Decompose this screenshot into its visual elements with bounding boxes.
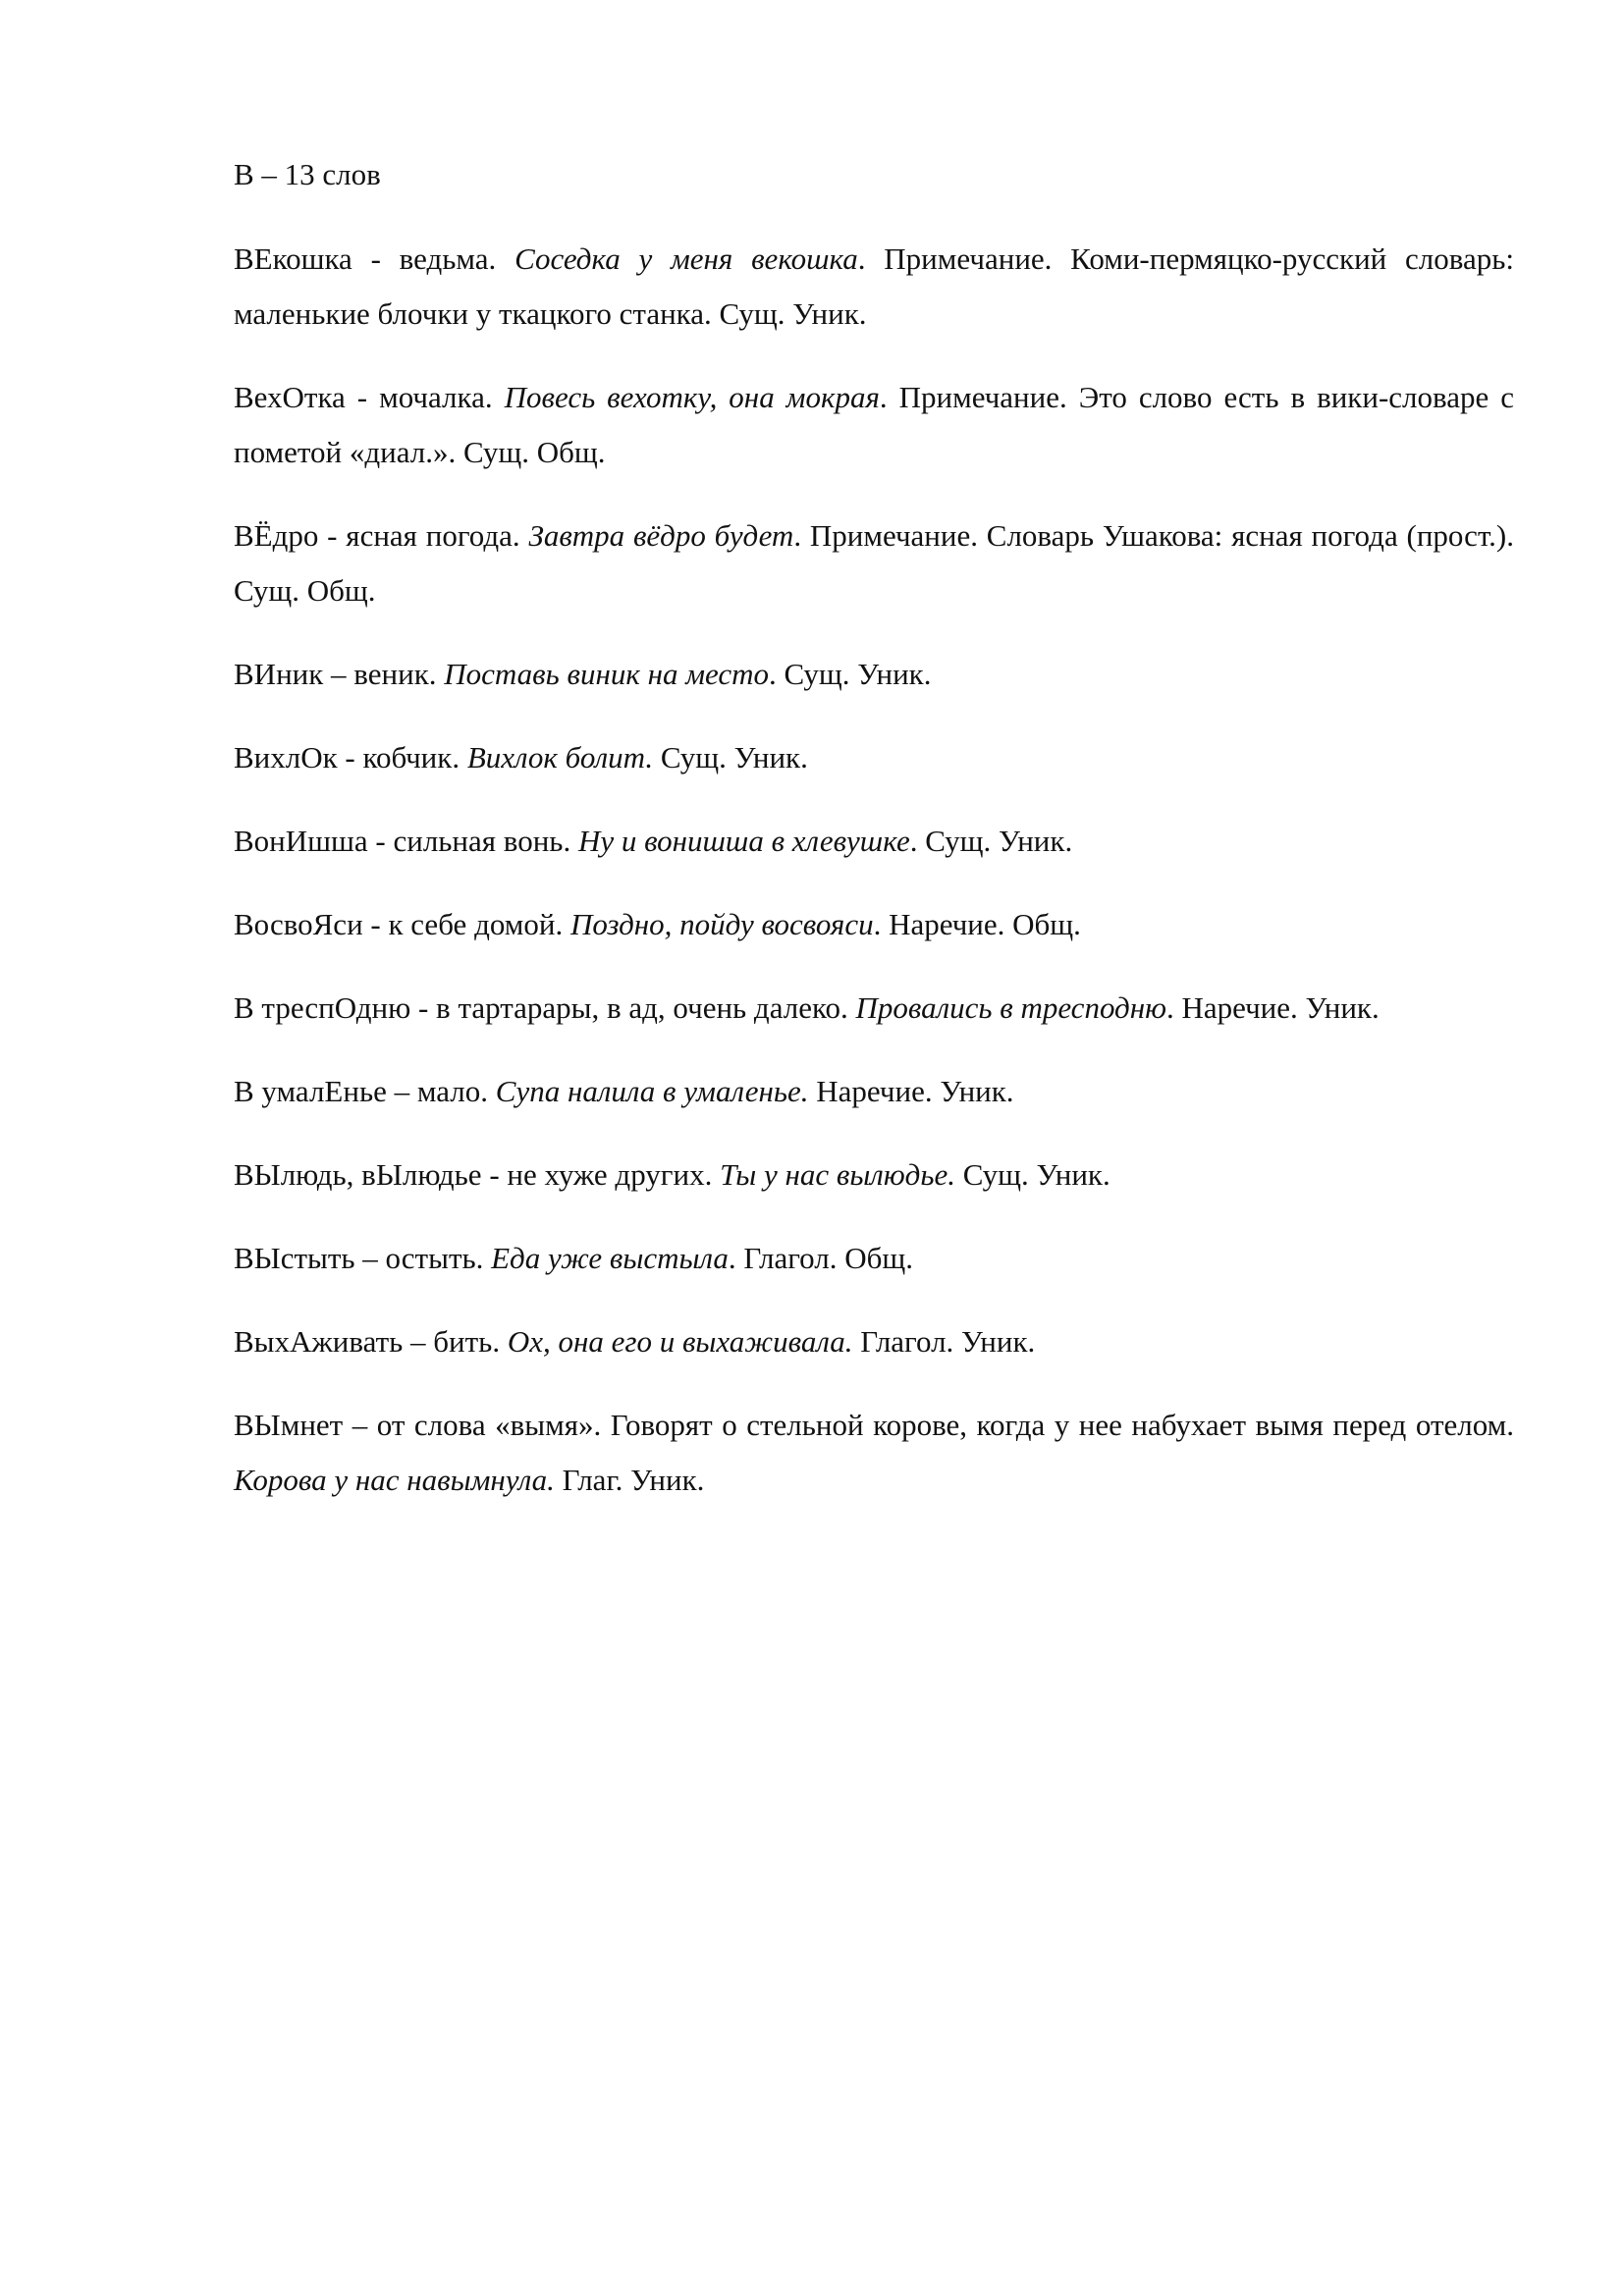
dictionary-entry xyxy=(234,1231,1514,1286)
entry-headword-definition: ВЁдро - ясная погода. xyxy=(234,518,529,553)
section-heading: В – 13 слов xyxy=(234,157,381,191)
entry-notes: Сущ. Уник. xyxy=(954,1157,1110,1192)
dictionary-entry xyxy=(234,981,1514,1036)
dictionary-entry xyxy=(234,730,1514,785)
entry-example: Ты у нас вылюдье. xyxy=(720,1157,955,1192)
entry-headword-definition: ВЕкошка - ведьма. xyxy=(234,241,515,276)
entry-notes: . Примечание. Это слово есть в вики-словаре с пометой «диал.». Сущ. Общ. xyxy=(234,380,1514,469)
entry-notes: . Глагол. Общ. xyxy=(728,1241,914,1275)
entry-headword-definition: ВЫлюдь, вЫлюдье - не хуже других. xyxy=(234,1157,721,1192)
dictionary-entry xyxy=(234,1314,1514,1369)
entry-example: Вихлок болит. xyxy=(466,740,654,774)
entry-example: Поставь виник на место xyxy=(444,657,769,691)
entry-example: Соседка у меня векошка xyxy=(514,241,858,276)
entry-example: Ну и вонишша в хлевушке xyxy=(577,824,910,858)
dictionary-entry xyxy=(234,1398,1514,1508)
entry-notes: . Наречие. Уник. xyxy=(1165,990,1380,1025)
entry-notes: Наречие. Уник. xyxy=(808,1074,1014,1108)
document-body xyxy=(234,147,1514,1536)
entry-headword-definition: ВехОтка - мочалка. xyxy=(234,380,505,414)
dictionary-entry xyxy=(234,1064,1514,1119)
entry-headword-definition: В умалЕнье – мало. xyxy=(234,1074,496,1108)
entry-headword-definition: ВонИшша - сильная вонь. xyxy=(234,824,578,858)
entry-example: Провались в тресподню xyxy=(855,990,1166,1025)
entry-headword-definition: ВЫстыть – остыть. xyxy=(234,1241,492,1275)
entry-headword-definition: ВИник – веник. xyxy=(234,657,445,691)
dictionary-entry xyxy=(234,814,1514,869)
entry-example: Еда уже выстыла xyxy=(491,1241,729,1275)
entry-headword-definition: В треспОдню - в тартарары, в ад, очень далеко. xyxy=(234,990,856,1025)
entry-notes: . Примечание. Коми-пермяцко-русский словарь: маленькие блочки у ткацкого станка. Сущ. Уник. xyxy=(234,241,1514,331)
dictionary-entry xyxy=(234,897,1514,952)
entry-notes: . Примечание. Словарь Ушакова: ясная погода (прост.). Сущ. Общ. xyxy=(234,518,1514,608)
dictionary-entry xyxy=(234,508,1514,618)
entry-headword-definition: ВЫмнет – от слова «вымя». Говорят о стельной корове, когда у нее набухает вымя перед отелом. xyxy=(234,1408,1514,1442)
entry-headword-definition: ВихлОк - кобчик. xyxy=(234,740,467,774)
entry-notes: . Сущ. Уник. xyxy=(909,824,1073,858)
entry-example: Завтра вёдро будет xyxy=(528,518,794,553)
entry-example: Супа налила в умаленье. xyxy=(495,1074,809,1108)
dictionary-entry xyxy=(234,232,1514,342)
entry-example: Корова у нас навымнула. xyxy=(234,1463,555,1497)
entry-example: Поздно, пойду восвояси xyxy=(569,907,874,941)
entry-headword-definition: ВыхАживать – бить. xyxy=(234,1324,508,1359)
entry-notes: . Сущ. Уник. xyxy=(769,657,932,691)
entry-notes: Глаг. Уник. xyxy=(554,1463,705,1497)
entry-headword-definition: ВосвоЯси - к себе домой. xyxy=(234,907,570,941)
entry-notes: Глагол. Уник. xyxy=(852,1324,1036,1359)
dictionary-entry xyxy=(234,370,1514,480)
entry-notes: . Наречие. Общ. xyxy=(873,907,1081,941)
dictionary-entry xyxy=(234,1148,1514,1202)
entry-example: Ох, она его и выхаживала. xyxy=(507,1324,853,1359)
entry-example: Повесь вехотку, она мокрая xyxy=(504,380,880,414)
dictionary-entry xyxy=(234,647,1514,702)
entry-notes: Сущ. Уник. xyxy=(653,740,808,774)
